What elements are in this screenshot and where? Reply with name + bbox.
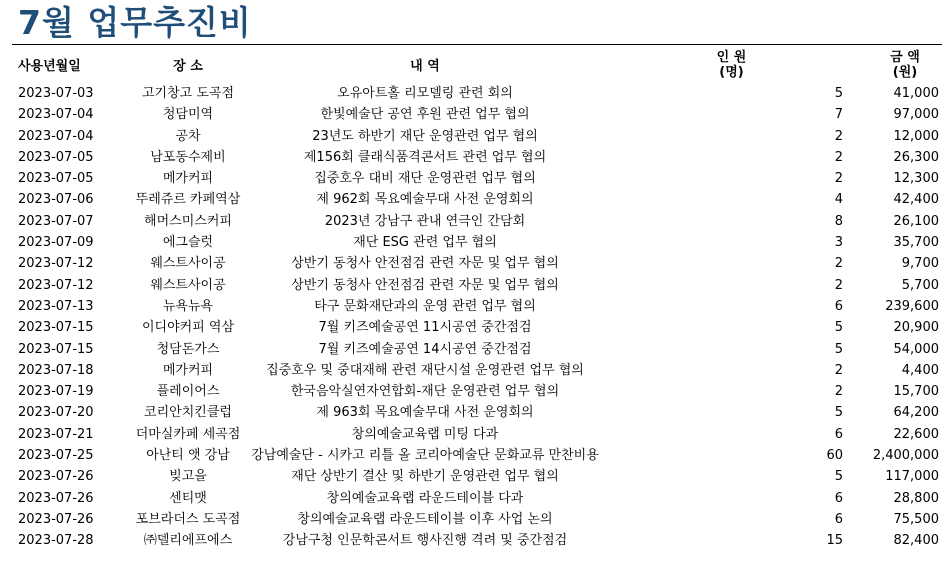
cell-date: 2023-07-12 <box>18 277 94 293</box>
cell-date: 2023-07-09 <box>18 235 94 251</box>
cell-description: 한국음악실연자연합회-재단 운영관련 업무 협의 <box>290 384 560 400</box>
cell-place: 포브라더스 도곡점 <box>135 511 241 527</box>
cell-place: 웨스트사이공 <box>150 256 226 272</box>
cell-place: 청담돈가스 <box>156 341 220 357</box>
cell-date: 2023-07-18 <box>18 362 94 378</box>
table-body <box>12 83 940 552</box>
cell-description: 집중호우 및 중대재해 관련 재단시설 운영관련 업무 협의 <box>266 362 584 378</box>
cell-place: 메가커피 <box>162 171 214 187</box>
table-row <box>12 360 940 381</box>
cell-amount: 5,700 <box>901 277 939 293</box>
cell-description: 제 963회 목요예술무대 사전 운영회의 <box>316 405 534 421</box>
cell-description: 집중호우 대비 재단 운영관련 업무 협의 <box>314 171 536 187</box>
cell-headcount: 6 <box>834 490 843 506</box>
cell-headcount: 2 <box>834 256 843 272</box>
header-headcount <box>601 46 848 83</box>
cell-date: 2023-07-04 <box>18 107 94 123</box>
cell-headcount: 4 <box>834 192 843 208</box>
cell-headcount: 5 <box>834 86 843 101</box>
table-row <box>12 275 940 296</box>
table-row <box>12 232 940 253</box>
cell-description: 상반기 동청사 안전점검 관련 자문 및 업무 협의 <box>291 277 559 293</box>
cell-description: 제156회 클래식품격콘서트 관련 업무 협의 <box>303 149 547 165</box>
header-headcount-label: 인 원 <box>716 49 747 65</box>
table-row <box>12 168 940 189</box>
cell-date: 2023-07-26 <box>18 469 94 485</box>
cell-date: 2023-07-12 <box>18 256 94 272</box>
cell-date: 2023-07-15 <box>18 320 94 336</box>
cell-amount: 22,600 <box>893 426 939 442</box>
cell-headcount: 5 <box>834 469 843 485</box>
cell-headcount: 2 <box>834 171 843 187</box>
cell-amount: 239,600 <box>885 298 939 314</box>
cell-headcount: 3 <box>834 235 843 251</box>
cell-place: 고기창고 도곡점 <box>141 86 235 101</box>
cell-headcount: 2 <box>834 384 843 400</box>
cell-headcount: 6 <box>834 511 843 527</box>
table-header <box>12 46 940 83</box>
cell-headcount: 5 <box>834 341 843 357</box>
cell-headcount: 7 <box>834 107 843 123</box>
header-amount-label: 금 액 <box>890 49 920 65</box>
cell-description: 강남구청 인문학콘서트 행사진행 격려 및 중간점검 <box>282 533 568 549</box>
cell-date: 2023-07-20 <box>18 405 94 421</box>
cell-description: 상반기 동청사 안전점검 관련 자문 및 업무 협의 <box>291 256 559 272</box>
cell-place: 아난티 앳 강남 <box>146 448 230 464</box>
table-row <box>12 126 940 147</box>
cell-amount: 42,400 <box>893 192 939 208</box>
table-row <box>12 424 940 445</box>
cell-headcount: 8 <box>834 213 843 229</box>
cell-amount: 12,000 <box>893 128 939 144</box>
cell-place: 뉴욕뉴욕 <box>162 298 214 314</box>
cell-date: 2023-07-26 <box>18 511 94 527</box>
cell-headcount: 2 <box>834 362 843 378</box>
cell-place: 남포동수제비 <box>150 149 226 165</box>
cell-place: 플레이어스 <box>156 384 220 400</box>
header-description: 내 역 <box>410 59 440 74</box>
cell-description: 7월 키즈예술공연 14시공연 중간점검 <box>318 341 532 357</box>
cell-amount: 9,700 <box>901 256 939 272</box>
cell-amount: 97,000 <box>893 107 939 123</box>
table-row <box>12 488 940 509</box>
table-row <box>12 147 940 168</box>
cell-place: 더마실카페 세곡점 <box>135 426 241 442</box>
cell-amount: 35,700 <box>893 235 939 251</box>
table-row <box>12 445 940 466</box>
cell-amount: 41,000 <box>893 86 939 101</box>
cell-date: 2023-07-26 <box>18 490 94 506</box>
table-row <box>12 253 940 274</box>
table-row <box>12 466 940 487</box>
cell-headcount: 2 <box>834 149 843 165</box>
cell-amount: 15,700 <box>893 384 939 400</box>
cell-place: 에그슬럿 <box>162 235 214 251</box>
cell-amount: 12,300 <box>893 171 939 187</box>
cell-description: 제 962회 목요예술무대 사전 운영회의 <box>316 192 534 208</box>
cell-amount: 20,900 <box>893 320 939 336</box>
cell-place: 웨스트사이공 <box>150 277 226 293</box>
cell-headcount: 2 <box>834 277 843 293</box>
page-title: 7월 업무추진비 <box>18 3 252 42</box>
cell-place: 메가커피 <box>162 362 214 378</box>
cell-date: 2023-07-06 <box>18 192 94 208</box>
table-row <box>12 296 940 317</box>
cell-amount: 26,100 <box>893 213 939 229</box>
cell-date: 2023-07-04 <box>18 128 94 144</box>
cell-amount: 2,400,000 <box>872 448 939 464</box>
cell-description: 한빛예술단 공연 후원 관련 업무 협의 <box>320 107 530 123</box>
table-row <box>12 211 940 232</box>
cell-date: 2023-07-05 <box>18 149 94 165</box>
header-amount <box>848 46 940 83</box>
cell-description: 재단 상반기 결산 및 하반기 운영관련 업무 협의 <box>291 469 559 485</box>
cell-place: 해머스미스커피 <box>144 213 232 229</box>
cell-amount: 117,000 <box>885 469 939 485</box>
table-row <box>12 339 940 360</box>
cell-description: 오유아트홀 리모델링 관련 회의 <box>337 86 513 101</box>
cell-description: 창의예술교육랩 라운드테이블 이후 사업 논의 <box>297 511 553 527</box>
cell-date: 2023-07-19 <box>18 384 94 400</box>
cell-place: ㈜델리에프에스 <box>143 533 233 549</box>
table-row <box>12 509 940 530</box>
cell-description: 재단 ESG 관련 업무 협의 <box>353 235 497 251</box>
cell-headcount: 6 <box>834 298 843 314</box>
cell-description: 강남예술단 - 시카고 리틀 올 코리아예술단 문화교류 만찬비용 <box>251 448 599 464</box>
cell-headcount: 5 <box>834 320 843 336</box>
cell-amount: 54,000 <box>893 341 939 357</box>
cell-amount: 28,800 <box>893 490 939 506</box>
cell-date: 2023-07-28 <box>18 533 94 549</box>
cell-headcount: 15 <box>826 533 843 549</box>
cell-description: 타구 문화재단과의 운영 관련 업무 협의 <box>314 298 536 314</box>
cell-description: 23년도 하반기 재단 운영관련 업무 협의 <box>312 128 538 144</box>
header-amount-unit: (원) <box>892 64 918 80</box>
cell-amount: 82,400 <box>893 533 939 549</box>
cell-amount: 64,200 <box>893 405 939 421</box>
cell-date: 2023-07-07 <box>18 213 94 229</box>
cell-place: 센티맷 <box>169 490 207 506</box>
cell-date: 2023-07-21 <box>18 426 94 442</box>
cell-headcount: 5 <box>834 405 843 421</box>
header-place: 장 소 <box>173 59 203 74</box>
cell-description: 창의예술교육랩 라운드테이블 다과 <box>326 490 524 506</box>
cell-date: 2023-07-03 <box>18 86 94 101</box>
cell-headcount: 6 <box>834 426 843 442</box>
cell-place: 공차 <box>175 128 201 144</box>
table-row <box>12 530 940 551</box>
table-row <box>12 104 940 125</box>
table-row <box>12 317 940 338</box>
cell-place: 뚜레쥬르 카페역삼 <box>135 192 241 208</box>
cell-headcount: 2 <box>834 128 843 144</box>
cell-date: 2023-07-25 <box>18 448 94 464</box>
cell-place: 빚고을 <box>169 469 207 485</box>
table-row <box>12 402 940 423</box>
cell-date: 2023-07-15 <box>18 341 94 357</box>
cell-place: 코리안치킨클럽 <box>144 405 232 421</box>
expense-table <box>12 46 940 552</box>
cell-description: 창의예술교육랩 미팅 다과 <box>351 426 499 442</box>
cell-description: 2023년 강남구 관내 연극인 간담회 <box>324 213 526 229</box>
table-row <box>12 83 940 104</box>
table-row <box>12 189 940 210</box>
cell-amount: 75,500 <box>893 511 939 527</box>
header-date: 사용년월일 <box>18 59 81 74</box>
cell-place: 청담미역 <box>162 107 214 123</box>
cell-date: 2023-07-05 <box>18 171 94 187</box>
cell-place: 이디야커피 역삼 <box>141 320 235 336</box>
cell-date: 2023-07-13 <box>18 298 94 314</box>
cell-amount: 26,300 <box>893 149 939 165</box>
cell-description: 7월 키즈예술공연 11시공연 중간점검 <box>318 320 532 336</box>
header-headcount-unit: (명) <box>719 64 744 80</box>
cell-amount: 4,400 <box>901 362 939 378</box>
table-row <box>12 381 940 402</box>
cell-headcount: 60 <box>826 448 843 464</box>
title-divider <box>12 44 942 45</box>
